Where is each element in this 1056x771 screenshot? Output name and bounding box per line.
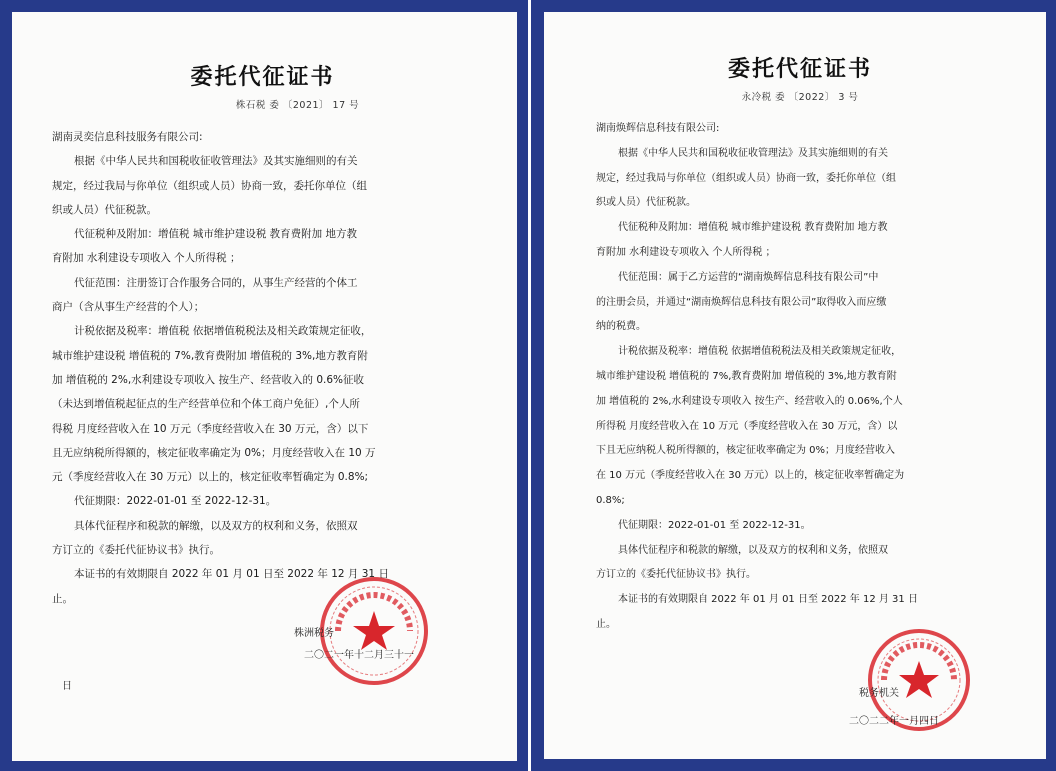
- right-body-line: 具体代征程序和税款的解缴，以及双方的权利和义务，依照双: [618, 544, 888, 556]
- right-body-line: 织或人员）代征税款。: [596, 197, 696, 209]
- right-body-line: 方订立的《委托代征协议书》执行。: [596, 569, 756, 581]
- right-body-line: 0.8%;: [596, 494, 625, 506]
- right-body-line: 规定，经过我局与你单位（组织或人员）协商一致，委托你单位（组: [596, 172, 896, 184]
- right-body-line: 计税依据及税率：增值税 依据增值税税法及相关政策规定征收，: [618, 346, 902, 358]
- left-title: 委托代征证书: [190, 64, 335, 90]
- right-body-line: 代征期限：2022-01-01 至 2022-12-31。: [618, 519, 811, 531]
- left-body-line: 具体代征程序和税款的解缴，以及双方的权利和义务，依照双: [74, 519, 358, 532]
- star-icon: [353, 611, 395, 650]
- left-official-seal: [318, 575, 430, 687]
- left-body-line: （未达到增值税起征点的生产经营单位和个体工商户免征）,个人所: [52, 398, 360, 411]
- left-body-line: 代征范围：注册签订合作服务合同的，从事生产经营的个体工: [74, 276, 358, 289]
- right-body-line: 纳的税费。: [596, 321, 646, 333]
- left-body-line: 规定，经过我局与你单位（组织或人员）协商一致，委托你单位（组: [52, 179, 367, 192]
- left-body-line: 得税 月度经营收入在 10 万元（季度经营收入在 30 万元，含）以下: [52, 422, 369, 435]
- right-body-line: 代征税种及附加：增值税 城市维护建设税 教育费附加 地方教: [618, 222, 888, 234]
- right-body-line: 下且无应纳税人税所得额的，核定征收率确定为 0%；月度经营收入: [596, 445, 896, 457]
- left-body-line: 育附加 水利建设专项收入 个人所得税 ；: [52, 252, 241, 265]
- left-signature-label: 株洲税务: [294, 628, 334, 639]
- left-document-number: 株石税 委 〔2021〕 17 号: [235, 100, 360, 111]
- left-body-line: 止。: [52, 592, 73, 605]
- right-body-line: 在 10 万元（季度经营收入在 30 万元）以上的，核定征收率暂确定为: [596, 470, 905, 482]
- left-body-line: 元（季度经营收入在 30 万元）以上的，核定征收率暂确定为 0.8%;: [52, 471, 369, 484]
- right-body-line: 所得税 月度经营收入在 10 万元（季度经营收入在 30 万元，含）以: [596, 420, 898, 432]
- right-body-line: 育附加 水利建设专项收入 个人所得税 ；: [596, 246, 776, 258]
- left-body-line: 代征期限：2022-01-01 至 2022-12-31。: [74, 495, 277, 508]
- right-body-line: 的注册会员，并通过“湖南焕辉信息科技有限公司”取得收入而应缴: [596, 296, 887, 308]
- right-document-number: 永冷税 委 〔2022〕 3 号: [741, 92, 859, 103]
- right-certificate-frame: [531, 0, 1056, 771]
- left-body-line: 且无应纳税所得额的，核定征收率确定为 0%；月度经营收入在 10 万: [52, 446, 376, 459]
- right-body-line: 根据《中华人民共和国税收征收管理法》及其实施细则的有关: [618, 147, 888, 159]
- left-body-line: 本证书的有效期限自 2022 年 01 月 01 日至 2022 年 12 月 31 日: [74, 568, 389, 581]
- right-signature-date: 二〇二二年一月四日: [849, 716, 939, 727]
- left-body-line: 商户（含从事生产经营的个人）；: [52, 301, 205, 314]
- right-body-line: 城市维护建设税 增值税的 7%,教育费附加 增值税的 3%,地方教育附: [596, 370, 897, 382]
- left-footer-mark: 日: [62, 681, 72, 692]
- left-body-line: 计税依据及税率：增值税 依据增值税税法及相关政策规定征收，: [74, 325, 372, 338]
- left-body-line: 城市维护建设税 增值税的 7%,教育费附加 增值税的 3%,地方教育附: [52, 349, 368, 362]
- right-title: 委托代征证书: [727, 56, 872, 82]
- left-body-line: 织或人员）代征税款。: [52, 203, 157, 216]
- left-body-line: 根据《中华人民共和国税收征收管理法》及其实施细则的有关: [74, 155, 358, 168]
- left-body-line: 方订立的《委托代征协议书》执行。: [52, 544, 220, 557]
- left-body-line: 加 增值税的 2%,水利建设专项收入 按生产、经营收入的 0.6%征收: [52, 373, 365, 386]
- right-body-line: 本证书的有效期限自 2022 年 01 月 01 日至 2022 年 12 月 31 日: [618, 594, 918, 606]
- right-addressee: 湖南焕辉信息科技有限公司:: [596, 123, 720, 134]
- left-signature-date: 二〇二一年十二月三十一: [304, 650, 414, 661]
- star-icon: [899, 661, 939, 698]
- left-certificate-paper: [12, 12, 517, 761]
- right-certificate-paper: [544, 12, 1046, 759]
- left-body-line: 代征税种及附加：增值税 城市维护建设税 教育费附加 地方教: [74, 228, 358, 241]
- right-body-line: 加 增值税的 2%,水利建设专项收入 按生产、经营收入的 0.06%,个人: [596, 395, 903, 407]
- right-body-line: 代征范围：属于乙方运营的“湖南焕辉信息科技有限公司”中: [618, 271, 879, 283]
- right-body-line: 止。: [596, 618, 616, 630]
- right-signature-label: 税务机关: [859, 688, 899, 699]
- left-addressee: 湖南灵奕信息科技服务有限公司:: [52, 131, 203, 143]
